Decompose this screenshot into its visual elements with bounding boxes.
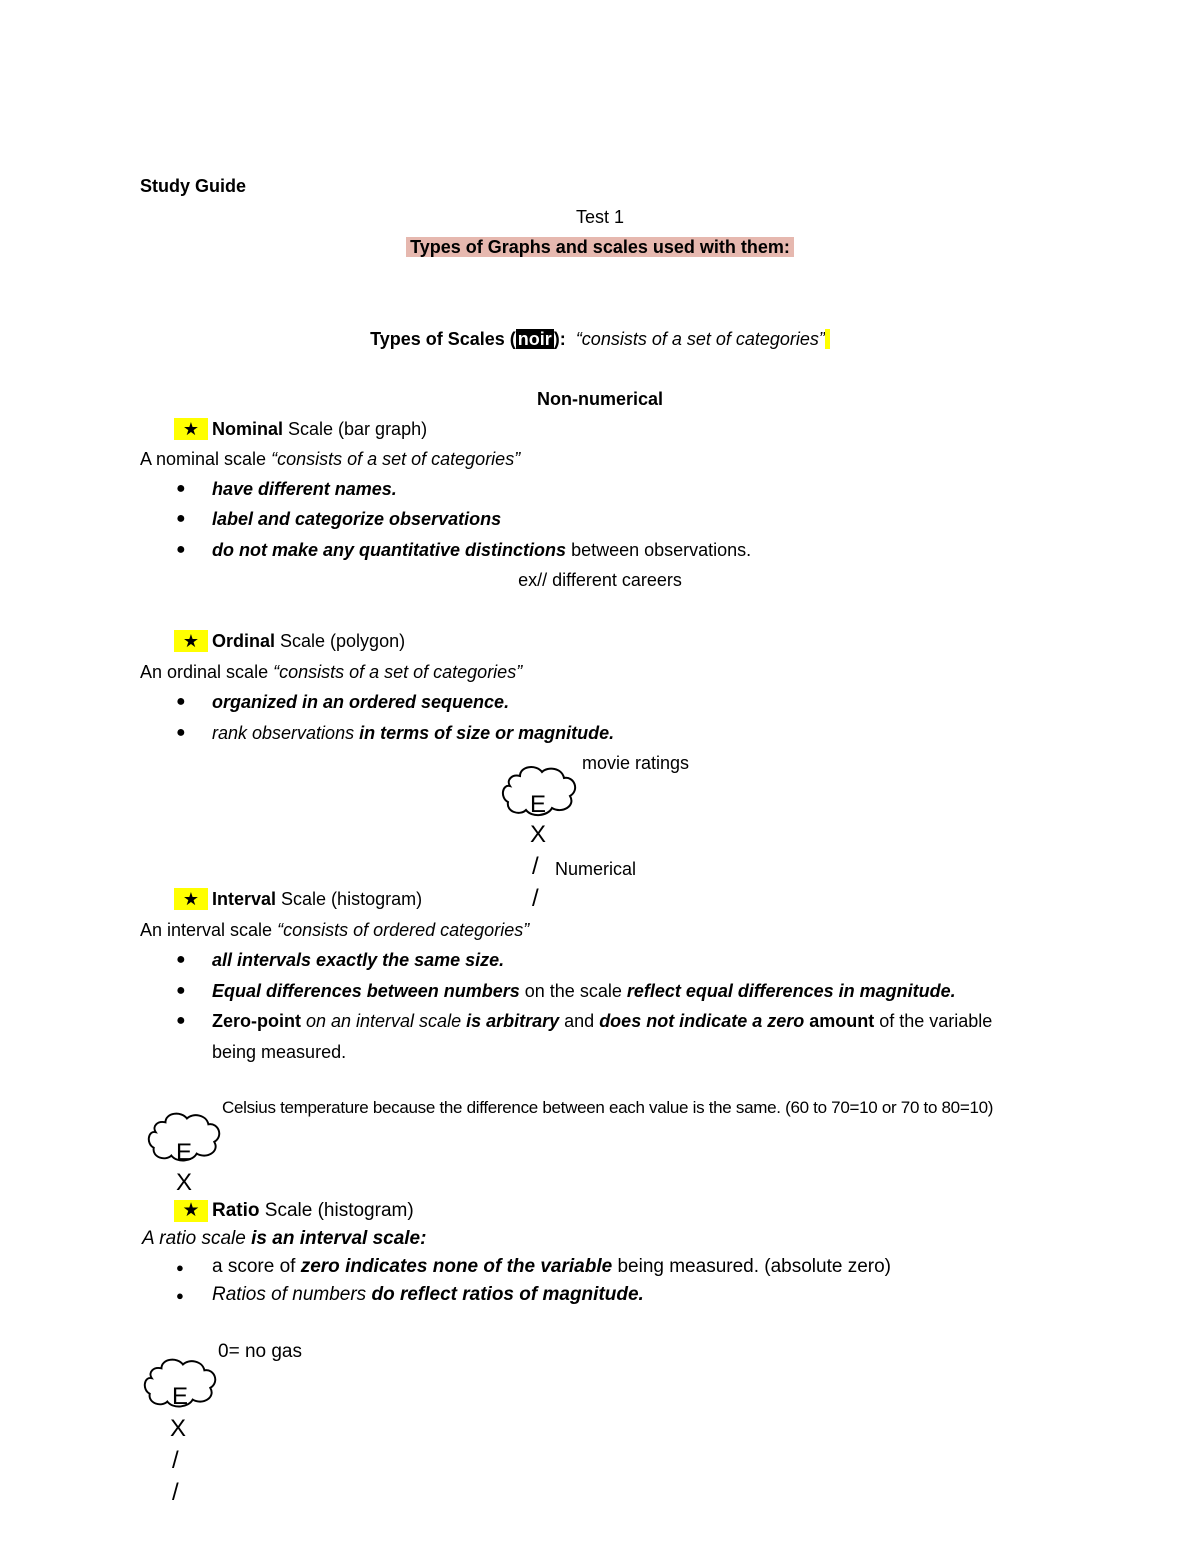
star-icon: ★ [174,630,208,652]
scales-intro: Types of Scales ( noir ): “consists of a set of categories” [0,328,1200,350]
bullet-icon: ● [176,693,186,710]
ex-marker-slash: / [532,885,539,912]
ex-marker-e: E [172,1383,189,1410]
ex-marker-e: E [530,791,547,818]
ex-marker-slash: / [172,1479,179,1506]
noir-label: noir [517,329,552,349]
interval-intro: An interval scale “consists of ordered categories” [140,920,530,940]
bullet-icon: ● [176,1012,186,1029]
star-icon: ★ [174,1200,208,1222]
ex-marker-e: E [176,1139,193,1166]
bullet-icon: ● [176,724,186,741]
nominal-heading: ★ Nominal Scale (bar graph) [174,418,427,440]
ratio-example: 0= no gas [218,1341,302,1362]
ordinal-intro: An ordinal scale “consists of a set of categories” [140,662,523,682]
ordinal-bullet-2: rank observations in terms of size or magnitude. [212,723,615,743]
bullet-icon: ● [176,541,186,558]
nominal-bullet-3: do not make any quantitative distinctions between observations. [212,540,752,560]
star-icon: ★ [174,418,208,440]
interval-heading: ★ Interval Scale (histogram) [174,888,422,910]
bullet-icon: ● [176,1288,184,1303]
numerical-label: Numerical [555,859,637,879]
interval-example: Celsius temperature because the difference between each value is the same. (60 to 70=10 or 70 to 80=10) [222,1098,994,1117]
nominal-example: ex// different careers [518,570,682,590]
ratio-intro: A ratio scale is an interval scale: [142,1228,427,1249]
ex-marker-x: X [176,1169,193,1196]
ordinal-bullet-1: organized in an ordered sequence. [212,692,510,712]
ex-marker-x: X [170,1415,187,1442]
star-icon: ★ [174,888,208,910]
nominal-bullet-2: label and categorize observations [212,509,502,529]
nominal-bullet-1: have different names. [212,479,397,499]
ex-marker-x: X [530,821,547,848]
bullet-icon: ● [176,480,186,497]
ex-marker-slash: / [172,1447,179,1474]
interval-bullet-1: all intervals exactly the same size. [212,950,505,970]
ratio-bullet-1: a score of zero indicates none of the variable being measured. (absolute zero) [212,1256,892,1277]
bullet-icon: ● [176,951,186,968]
nominal-intro: A nominal scale “consists of a set of categories” [140,449,521,469]
interval-bullet-3-cont: being measured. [212,1042,347,1062]
interval-bullet-3: Zero-point on an interval scale is arbitrary and does not indicate a zero amount of the variable [212,1011,993,1031]
section-heading: Types of Graphs and scales used with them: [0,236,1200,258]
test-label: Test 1 [575,207,625,227]
doc-title: Study Guide [140,176,247,196]
ex-marker-slash: / [532,853,539,880]
bullet-icon: ● [176,1260,184,1275]
ratio-bullet-2: Ratios of numbers do reflect ratios of magnitude. [212,1284,644,1305]
non-numerical-heading: Non-numerical [536,389,664,409]
bullet-icon: ● [176,982,186,999]
ratio-heading: ★ Ratio Scale (histogram) [174,1200,414,1222]
bullet-icon: ● [176,510,186,527]
interval-bullet-2: Equal differences between numbers on the scale reflect equal differences in magnitude. [212,981,956,1001]
ordinal-example: movie ratings [582,753,690,773]
ordinal-heading: ★ Ordinal Scale (polygon) [174,630,405,652]
